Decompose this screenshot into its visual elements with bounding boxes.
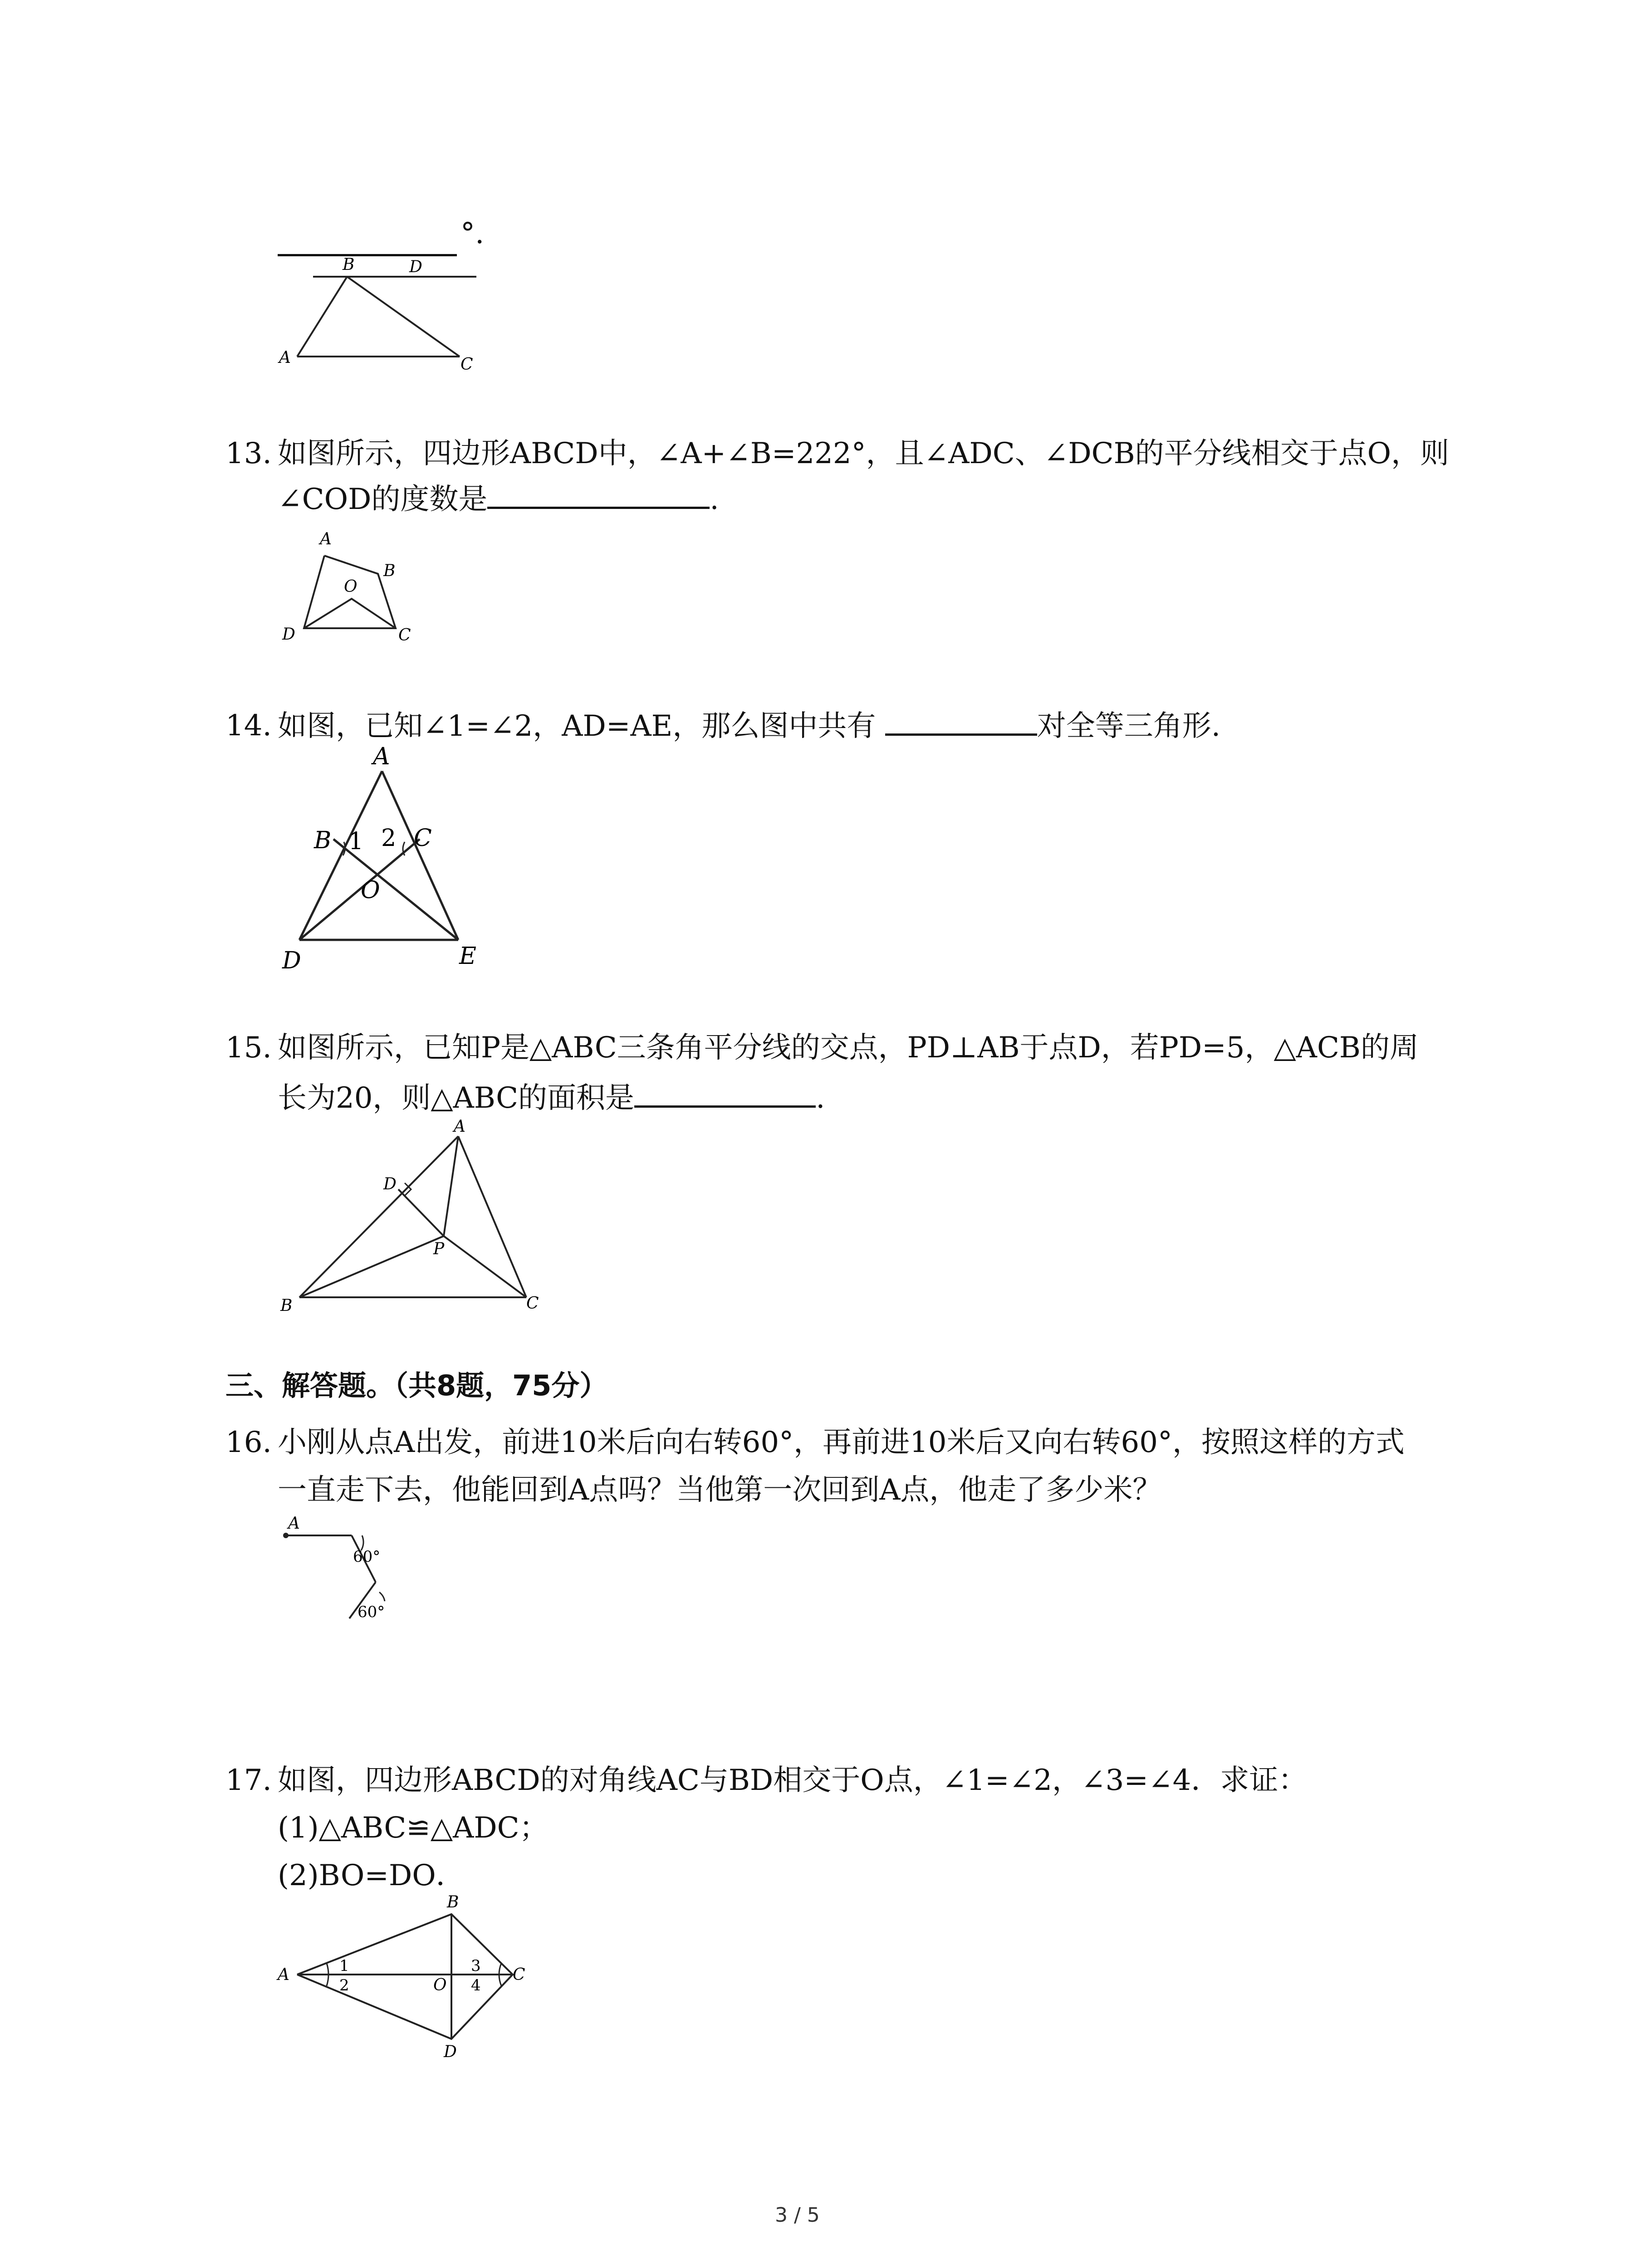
- q16-line1: 小刚从点A出发，前进10米后向右转60°，再前进10米后又向右转60°，按照这样的方式: [278, 1426, 1405, 1459]
- q14-text: 如图，已知∠1=∠2，AD=AE，那么图中共有: [278, 709, 876, 743]
- fig14-label-A: A: [373, 743, 390, 770]
- fig16-label-A: A: [288, 1514, 300, 1533]
- page-number: 3 / 5: [775, 2204, 820, 2227]
- fig17-label-O: O: [433, 1976, 447, 1994]
- fig17-label-D: D: [444, 2043, 457, 2061]
- q15-line2: [278, 1077, 825, 1119]
- fig12-label-A: A: [279, 348, 291, 367]
- fig14-label-B: B: [314, 827, 332, 854]
- fig12-label-C: C: [460, 355, 473, 374]
- q17-number: 17.: [225, 1764, 272, 1797]
- fig16-label-60-first: 60°: [353, 1548, 381, 1566]
- fig14-label-O: O: [361, 877, 380, 904]
- q13-end: .: [710, 483, 719, 516]
- q13-line2: [278, 479, 719, 520]
- q17-part2: (2)BO=DO．: [278, 1859, 465, 1892]
- figure-q14: [272, 744, 526, 980]
- q13-number: 13.: [225, 437, 272, 470]
- fig17-label-2: 2: [339, 1976, 349, 1994]
- q16-number: 16.: [225, 1426, 272, 1459]
- fig12-label-B: B: [343, 255, 355, 274]
- fig14-label-C: C: [414, 825, 432, 852]
- fig15-label-C: C: [526, 1294, 539, 1313]
- q17-line1: 如图，四边形ABCD的对角线AC与BD相交于O点，∠1=∠2，∠3=∠4．求证：: [278, 1764, 1308, 1797]
- fig14-label-2: 2: [381, 825, 397, 852]
- q14-line: [278, 705, 1220, 747]
- fig15-label-P: P: [433, 1240, 445, 1258]
- q14-answer-blank[interactable]: [885, 705, 1037, 736]
- q14-after: 对全等三角形.: [1037, 709, 1221, 743]
- fig13-label-B: B: [383, 562, 396, 580]
- fig13-label-D: D: [282, 625, 295, 644]
- fig16-label-60-second: 60°: [358, 1603, 385, 1621]
- fig17-label-A: A: [278, 1965, 289, 1984]
- q13-line1: 如图所示，四边形ABCD中，∠A+∠B=222°，且∠ADC、∠DCB的平分线相交于点O，则: [278, 437, 1450, 470]
- figure-q15: [272, 1116, 554, 1320]
- fig13-label-C: C: [398, 626, 411, 645]
- figure-q13: [272, 531, 436, 649]
- q13-answer-blank[interactable]: [487, 479, 710, 509]
- section-3-heading: 三、解答题。（共8题，75分）: [225, 1369, 608, 1402]
- fig15-label-B: B: [280, 1296, 293, 1315]
- q12-suffix: °.: [460, 217, 485, 250]
- fig12-label-D: D: [409, 258, 422, 276]
- figure-q12: [272, 254, 476, 381]
- fig15-label-D: D: [383, 1175, 397, 1193]
- fig14-label-1: 1: [348, 828, 364, 855]
- q16-line2: 一直走下去，他能回到A点吗？当他第一次回到A点，他走了多少米？: [278, 1473, 1162, 1507]
- q17-part1: (1)△ABC≌△ADC；: [278, 1811, 549, 1845]
- fig17-label-B: B: [447, 1893, 459, 1911]
- figure-q16: [272, 1515, 399, 1633]
- fig13-label-O: O: [344, 577, 358, 596]
- q14-number: 14.: [225, 709, 272, 743]
- q15-line1: 如图所示，已知P是△ABC三条角平分线的交点，PD⊥AB于点D，若PD=5，△ACB的周: [278, 1031, 1419, 1065]
- figure-q17: [272, 1892, 526, 2073]
- fig13-label-A: A: [320, 530, 332, 548]
- q15-number: 15.: [225, 1031, 272, 1065]
- fig17-label-4: 4: [471, 1976, 481, 1994]
- fig15-label-A: A: [454, 1117, 465, 1136]
- q13-line2-text: ∠COD的度数是: [278, 483, 488, 516]
- fig14-label-E: E: [459, 943, 476, 970]
- fig17-label-3: 3: [471, 1957, 481, 1975]
- q15-line2-text: 长为20，则△ABC的面积是: [278, 1081, 635, 1115]
- fig17-label-C: C: [513, 1965, 525, 1984]
- fig14-label-D: D: [282, 947, 301, 974]
- q15-end: .: [816, 1081, 825, 1115]
- q15-answer-blank[interactable]: [634, 1077, 816, 1108]
- fig17-label-1: 1: [339, 1957, 349, 1975]
